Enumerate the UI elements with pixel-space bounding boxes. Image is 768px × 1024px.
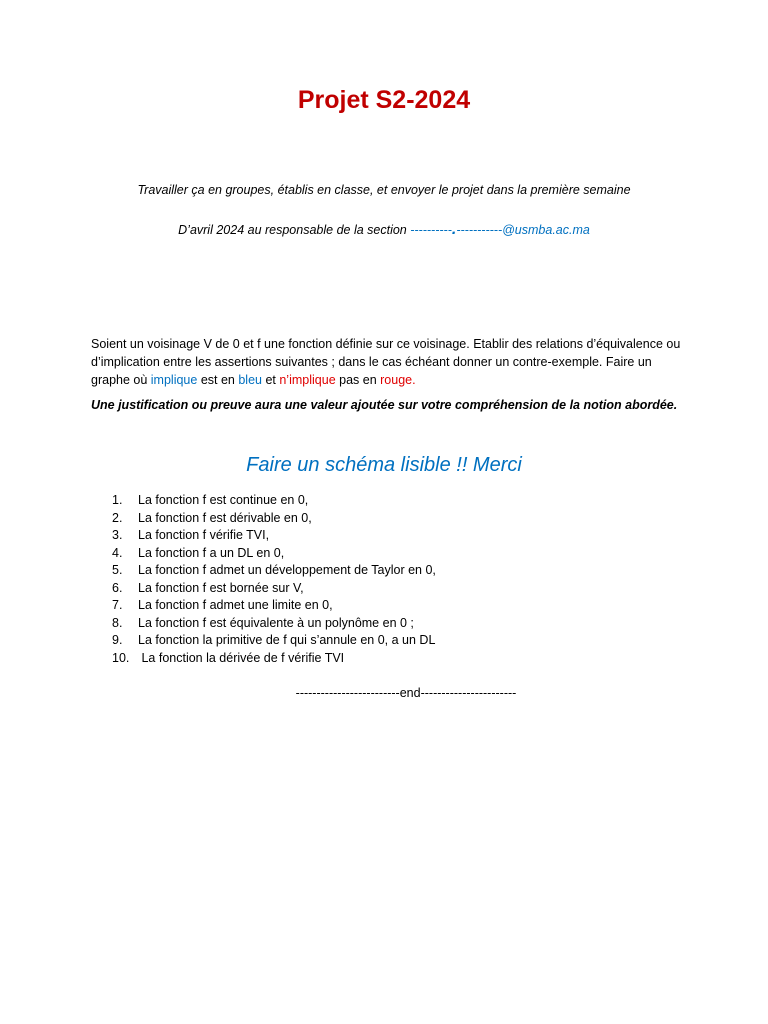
list-item-text: La fonction la dérivée de f vérifie TVI: [138, 650, 345, 665]
list-item-number: 2.: [112, 510, 123, 525]
list-item-number: 9.: [112, 633, 123, 647]
list-item: [112, 650, 436, 668]
list-item: [112, 492, 436, 510]
instructions-paragraph: [91, 335, 681, 389]
list-item-text: La fonction f admet une limite en 0,: [138, 598, 333, 612]
para-text-2: est en: [197, 373, 239, 387]
list-item-text: La fonction f est continue en 0,: [138, 493, 309, 507]
list-item-text: La fonction f admet un développement de Taylor en 0,: [138, 563, 436, 577]
page-title: Projet S2-2024: [297, 86, 471, 114]
para-n-implique: n’implique: [279, 373, 336, 387]
list-item: [112, 545, 436, 563]
intro-line-1: Travailler ça en groupes, établis en classe, et envoyer le projet dans la première semaine: [137, 183, 631, 197]
list-item-text: La fonction f est bornée sur V,: [138, 580, 304, 595]
justification-note: Une justification ou preuve aura une valeur ajoutée sur votre compréhension de la notion abordée.: [91, 398, 678, 412]
para-bleu: bleu: [238, 373, 262, 387]
assertions-list: [112, 492, 436, 667]
end-marker: -------------------------end-----------------------: [295, 686, 517, 700]
list-item-number: 8.: [112, 615, 123, 630]
list-item: [112, 510, 436, 528]
list-item: [112, 615, 436, 633]
intro-line-2-text: D’avril 2024 au responsable de la section: [178, 223, 411, 237]
list-item-number: 3.: [112, 528, 123, 542]
para-text-1: Soient un voisinage V de 0 et f une fonction définie sur ce voisinage. Etablir des relations d’équivalence ou d’implication entre les assertions suivantes ; dans le cas échéant donner un contre-exemple. Faire un graphe où: [91, 337, 681, 387]
list-item-number: 5.: [112, 563, 123, 577]
list-item: [112, 632, 436, 650]
email-dot: .: [451, 221, 457, 238]
para-rouge: rouge.: [380, 373, 416, 387]
para-implique: implique: [150, 373, 198, 387]
list-item-number: 7.: [112, 598, 123, 612]
list-item: [112, 562, 436, 580]
list-item-text: La fonction la primitive de f qui s’annule en 0, a un DL: [138, 633, 436, 647]
list-item-text: La fonction f est dérivable en 0,: [138, 510, 312, 525]
list-item-text: La fonction f vérifie TVI,: [138, 528, 270, 542]
list-item: [112, 527, 436, 545]
list-item: [112, 580, 436, 598]
list-item-number: 6.: [112, 580, 123, 595]
para-text-3: et: [261, 373, 280, 387]
schema-heading: Faire un schéma lisible !! Merci: [246, 454, 522, 476]
email-part-1: ----------: [410, 223, 452, 237]
list-item: [112, 597, 436, 615]
list-item-number: 1.: [112, 493, 123, 507]
list-item-text: La fonction f est équivalente à un polynôme en 0 ;: [138, 615, 414, 630]
list-item-number: 4.: [112, 545, 123, 560]
list-item-text: La fonction f a un DL en 0,: [138, 545, 285, 560]
para-text-4: pas en: [335, 373, 381, 387]
email-part-2: -----------@usmba.ac.ma: [456, 223, 590, 237]
list-item-number: 10.: [112, 650, 130, 665]
intro-line-2: [0, 223, 768, 237]
